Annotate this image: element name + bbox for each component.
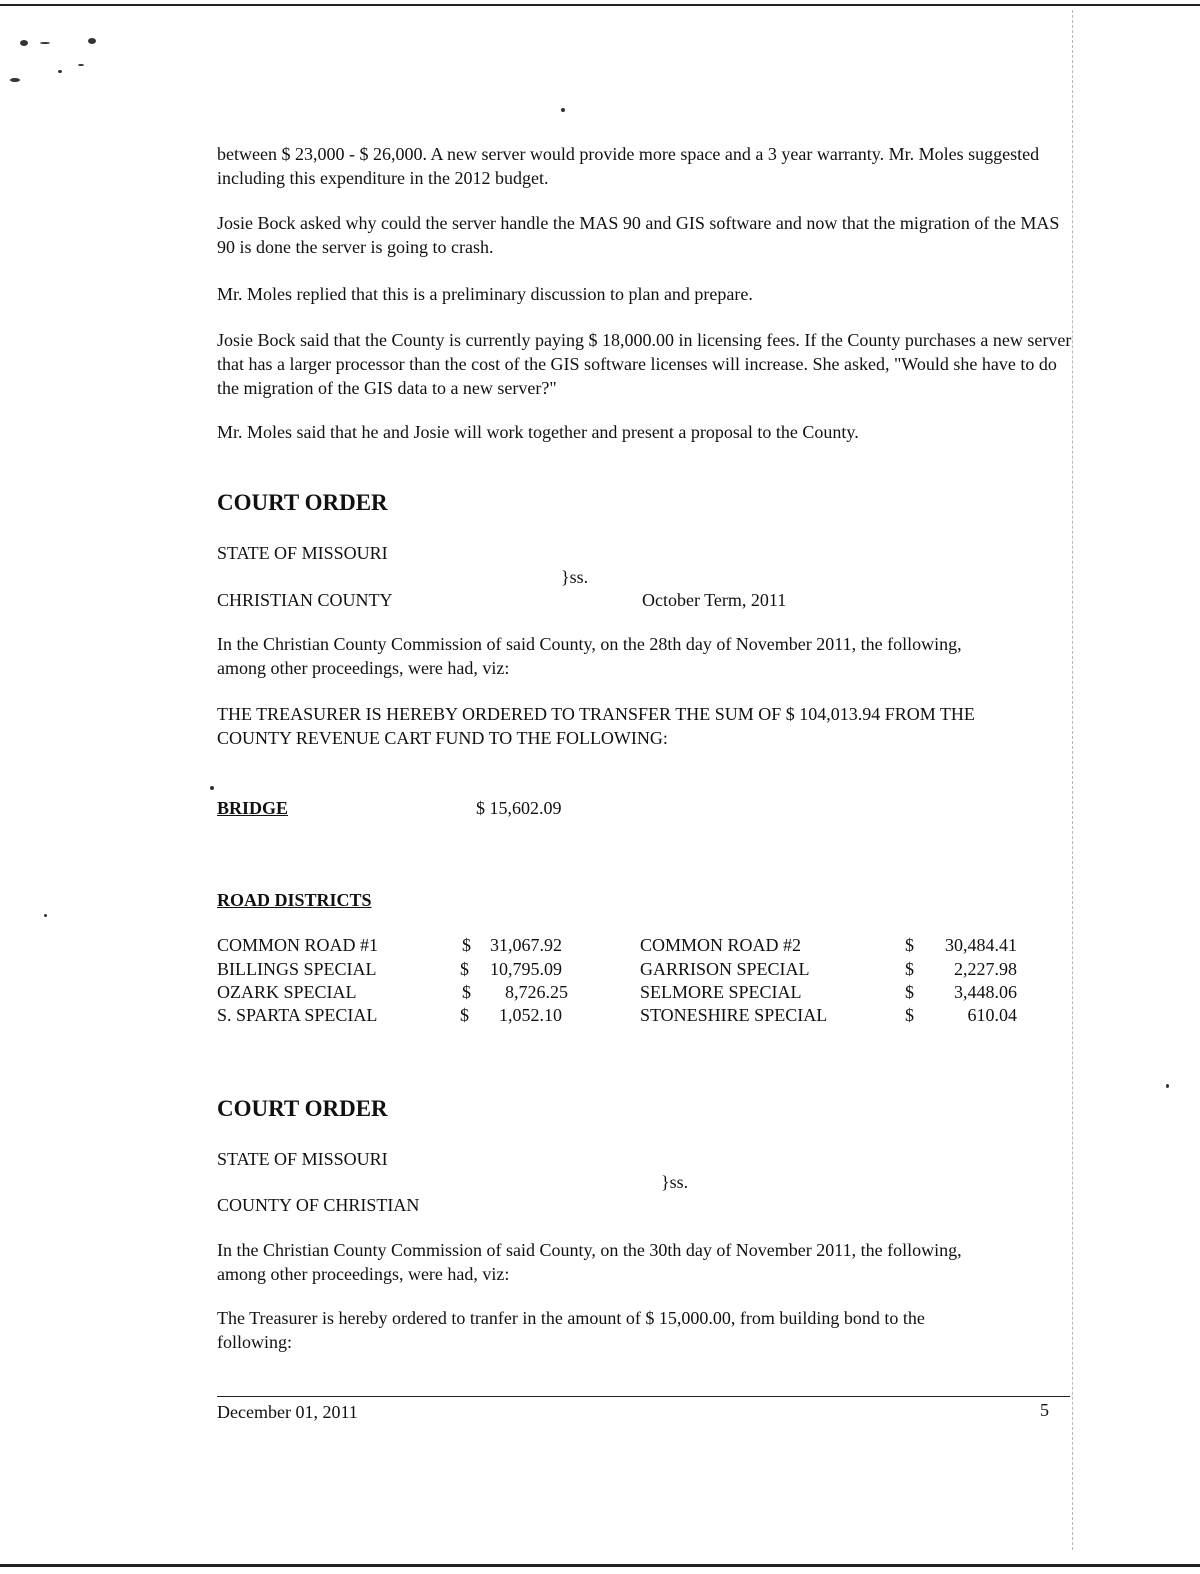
district-amount: 610.04 xyxy=(967,1005,1017,1025)
page-number: 5 xyxy=(1040,1400,1049,1420)
paragraph-moles-proposal: Mr. Moles said that he and Josie will work together and present a proposal to the County. xyxy=(217,422,859,442)
scan-speck xyxy=(1166,1084,1169,1088)
transfer-order-line-1: The Treasurer is hereby ordered to tranfer in the amount of $ 15,000.00, from building bond to the xyxy=(217,1308,925,1328)
scan-speck xyxy=(561,108,565,112)
footer-rule xyxy=(217,1396,1070,1397)
scan-speck xyxy=(44,914,47,917)
scan-speck xyxy=(10,78,20,82)
district-amount: 30,484.41 xyxy=(945,935,1017,955)
county-label: CHRISTIAN COUNTY xyxy=(217,590,393,610)
state-label: STATE OF MISSOURI xyxy=(217,543,388,563)
bridge-label: BRIDGE xyxy=(217,798,289,818)
district-name: GARRISON SPECIAL xyxy=(640,959,810,979)
court-order-heading: COURT ORDER xyxy=(217,1096,388,1121)
scan-speck xyxy=(88,38,96,44)
district-currency: $ xyxy=(905,935,914,955)
page-top-edge xyxy=(0,4,1200,6)
district-amount: 2,227.98 xyxy=(954,959,1017,979)
district-name: STONESHIRE SPECIAL xyxy=(640,1005,828,1025)
order-intro-line-1: In the Christian County Commission of said County, on the 30th day of November 2011, the following, xyxy=(217,1240,962,1260)
district-amount: 8,726.25 xyxy=(505,982,568,1002)
scan-speck xyxy=(40,42,50,44)
state-label: STATE OF MISSOURI xyxy=(217,1149,388,1169)
transfer-order-line-2: following: xyxy=(217,1332,292,1352)
transfer-order-line-1: THE TREASURER IS HEREBY ORDERED TO TRANSFER THE SUM OF $ 104,013.94 FROM THE xyxy=(217,704,975,724)
paragraph-bock-licensing: Josie Bock said that the County is currently paying $ 18,000.00 in licensing fees. If the County purchases a new server that has a larger processor than the cost of the GIS software licenses will increase. She asked, "Would she have to do the migration of the GIS data to a new server?" xyxy=(217,330,1072,398)
district-name: BILLINGS SPECIAL xyxy=(217,959,377,979)
district-currency: $ xyxy=(460,959,469,979)
order-intro-line-2: among other proceedings, were had, viz: xyxy=(217,658,510,678)
paragraph-server-cost: between $ 23,000 - $ 26,000. A new server would provide more space and a 3 year warranty. Mr. Moles suggested including this expenditure in the 2012 budget. xyxy=(217,144,1040,188)
court-order-heading: COURT ORDER xyxy=(217,490,388,515)
district-currency: $ xyxy=(905,959,914,979)
district-currency: $ xyxy=(905,1005,914,1025)
district-amount: 3,448.06 xyxy=(954,982,1017,1002)
district-name: OZARK SPECIAL xyxy=(217,982,357,1002)
scan-margin-marks xyxy=(1072,10,1079,1550)
district-name: SELMORE SPECIAL xyxy=(640,982,802,1002)
district-currency: $ xyxy=(905,982,914,1002)
district-name: COMMON ROAD #2 xyxy=(640,935,802,955)
footer-date: December 01, 2011 xyxy=(217,1402,358,1422)
scan-speck xyxy=(210,786,214,790)
page-bottom-edge xyxy=(0,1564,1200,1567)
scan-speck xyxy=(20,40,28,46)
ss-bracket: }ss. xyxy=(661,1172,689,1192)
bridge-amount: $ 15,602.09 xyxy=(476,798,562,818)
road-districts-label: ROAD DISTRICTS xyxy=(217,890,372,910)
district-name: S. SPARTA SPECIAL xyxy=(217,1005,378,1025)
paragraph-bock-question: Josie Bock asked why could the server handle the MAS 90 and GIS software and now that the migration of the MAS 90 is done the server is going to crash. xyxy=(217,213,1060,257)
scan-speck xyxy=(58,70,62,73)
district-amount: 10,795.09 xyxy=(490,959,562,979)
transfer-order-line-2: COUNTY REVENUE CART FUND TO THE FOLLOWING: xyxy=(217,728,668,748)
district-amount: 1,052.10 xyxy=(499,1005,562,1025)
order-intro-line-1: In the Christian County Commission of said County, on the 28th day of November 2011, the following, xyxy=(217,634,962,654)
district-currency: $ xyxy=(460,1005,469,1025)
district-amount: 31,067.92 xyxy=(490,935,562,955)
order-intro-line-2: among other proceedings, were had, viz: xyxy=(217,1264,510,1284)
paragraph-moles-reply: Mr. Moles replied that this is a preliminary discussion to plan and prepare. xyxy=(217,284,753,304)
district-currency: $ xyxy=(462,982,471,1002)
term-label: October Term, 2011 xyxy=(642,590,787,610)
county-label: COUNTY OF CHRISTIAN xyxy=(217,1195,420,1215)
ss-bracket: }ss. xyxy=(561,567,589,587)
district-name: COMMON ROAD #1 xyxy=(217,935,379,955)
scan-speck xyxy=(78,64,84,66)
district-currency: $ xyxy=(462,935,471,955)
